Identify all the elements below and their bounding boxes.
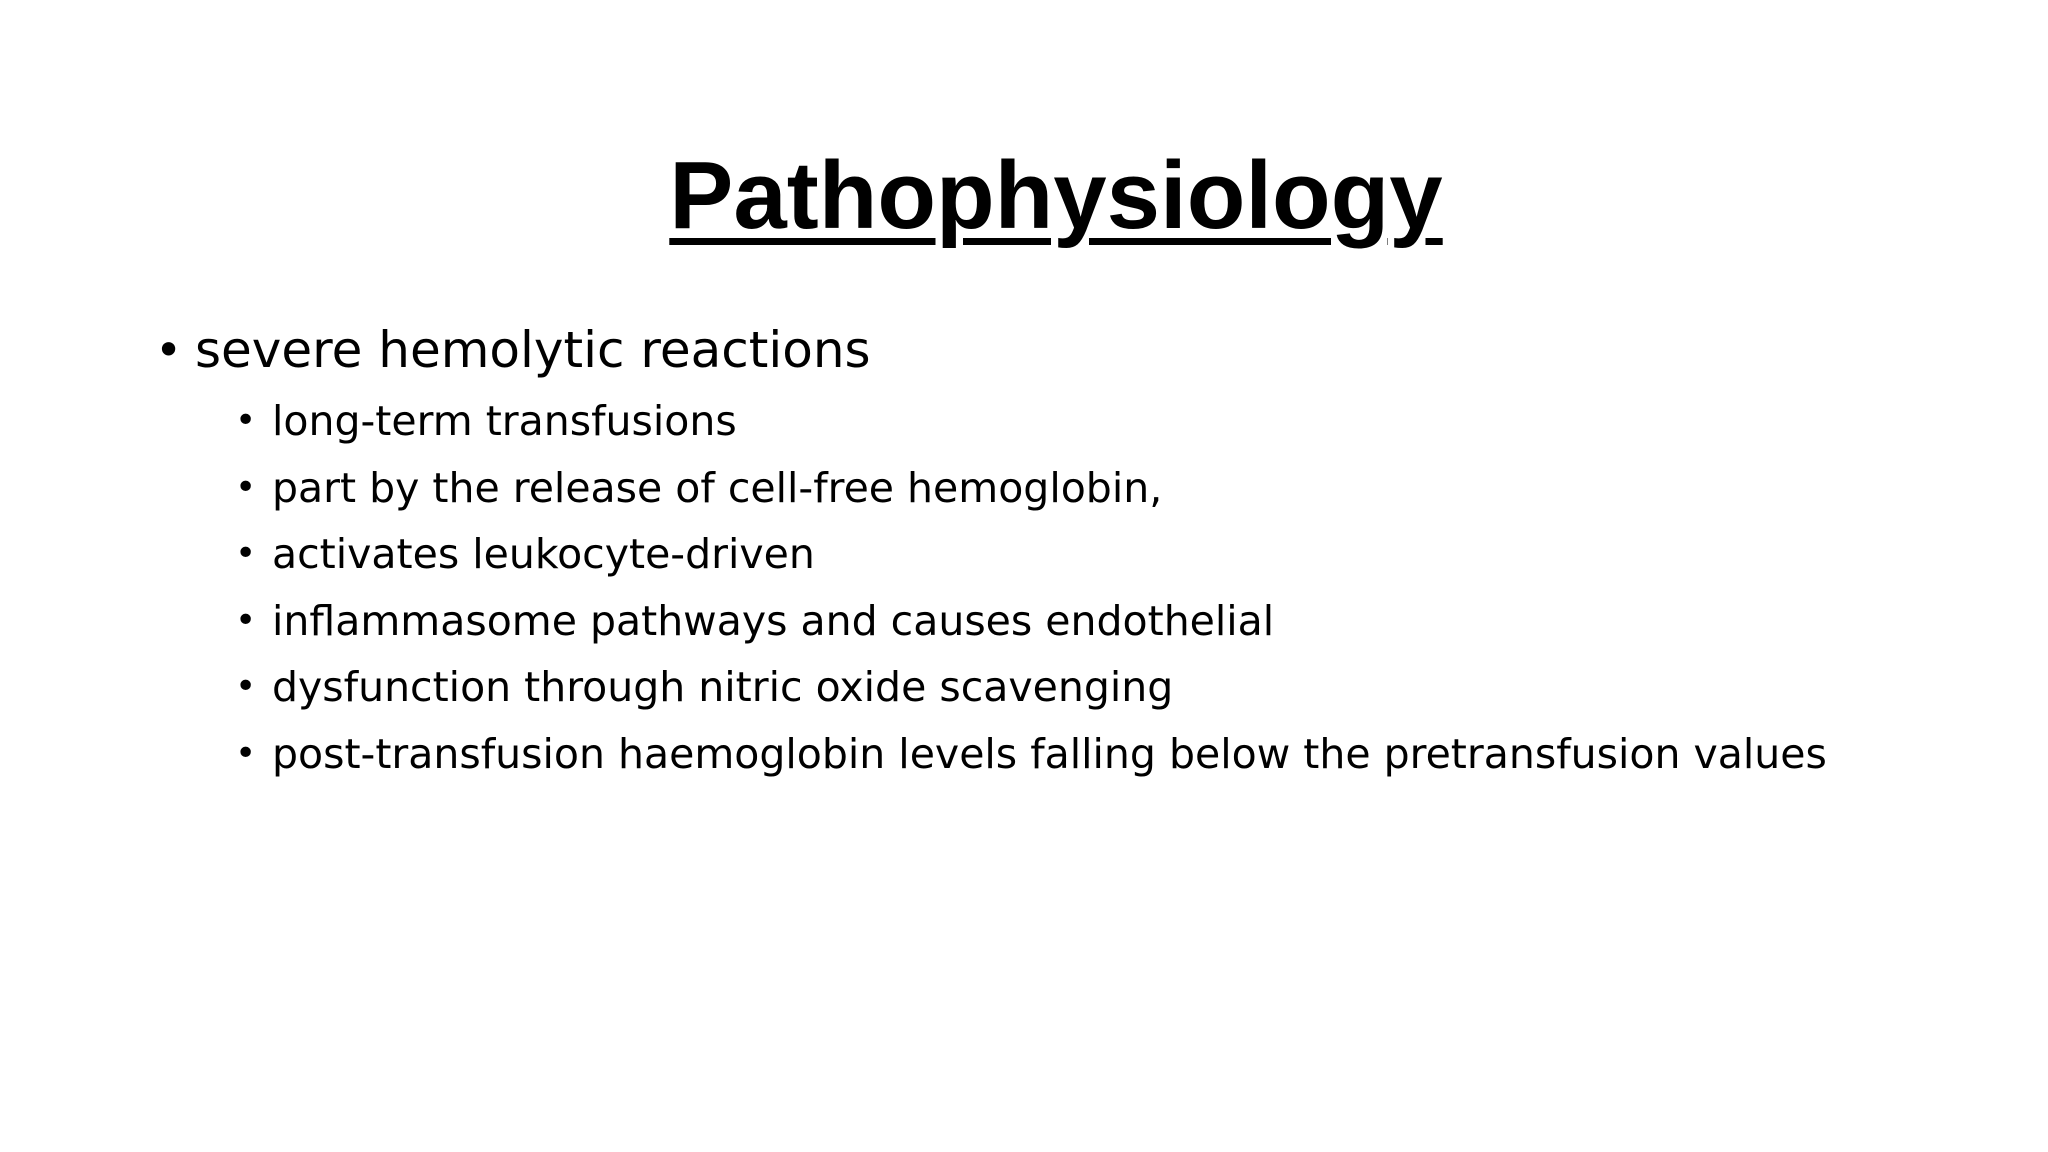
sub-bullet-text: part by the release of cell-free hemoglobin, [272, 463, 1163, 512]
sub-bullet-list [155, 388, 2015, 787]
sub-bullet-text: inflammasome pathways and causes endothelial [272, 596, 1275, 645]
sub-bullet-item [155, 654, 2015, 721]
sub-bullet-item [155, 388, 2015, 455]
main-bullet-item [155, 312, 2015, 388]
bullet-icon: • [235, 400, 257, 441]
bullet-icon: • [235, 666, 257, 707]
bullet-icon: • [155, 323, 183, 377]
sub-bullet-item [155, 588, 2015, 655]
sub-bullet-text: long-term transfusions [272, 397, 737, 445]
slide-title: Pathophysiology [669, 142, 1443, 249]
sub-bullet-text: activates leukocyte-driven [272, 530, 815, 578]
sub-bullet-text: post-transfusion haemoglobin levels falling below the pretransfusion values [272, 729, 1827, 778]
bullet-icon: • [235, 599, 257, 641]
main-bullet-text: severe hemolytic reactions [195, 321, 871, 379]
sub-bullet-item [155, 521, 2015, 588]
sub-bullet-text: dysfunction through nitric oxide scavenging [272, 663, 1174, 711]
bullet-icon: • [235, 533, 257, 574]
bullet-icon: • [235, 732, 257, 774]
bullet-icon: • [235, 466, 257, 508]
sub-bullet-item [155, 455, 2015, 522]
slide-content [155, 312, 2015, 787]
sub-bullet-item [155, 721, 2015, 788]
